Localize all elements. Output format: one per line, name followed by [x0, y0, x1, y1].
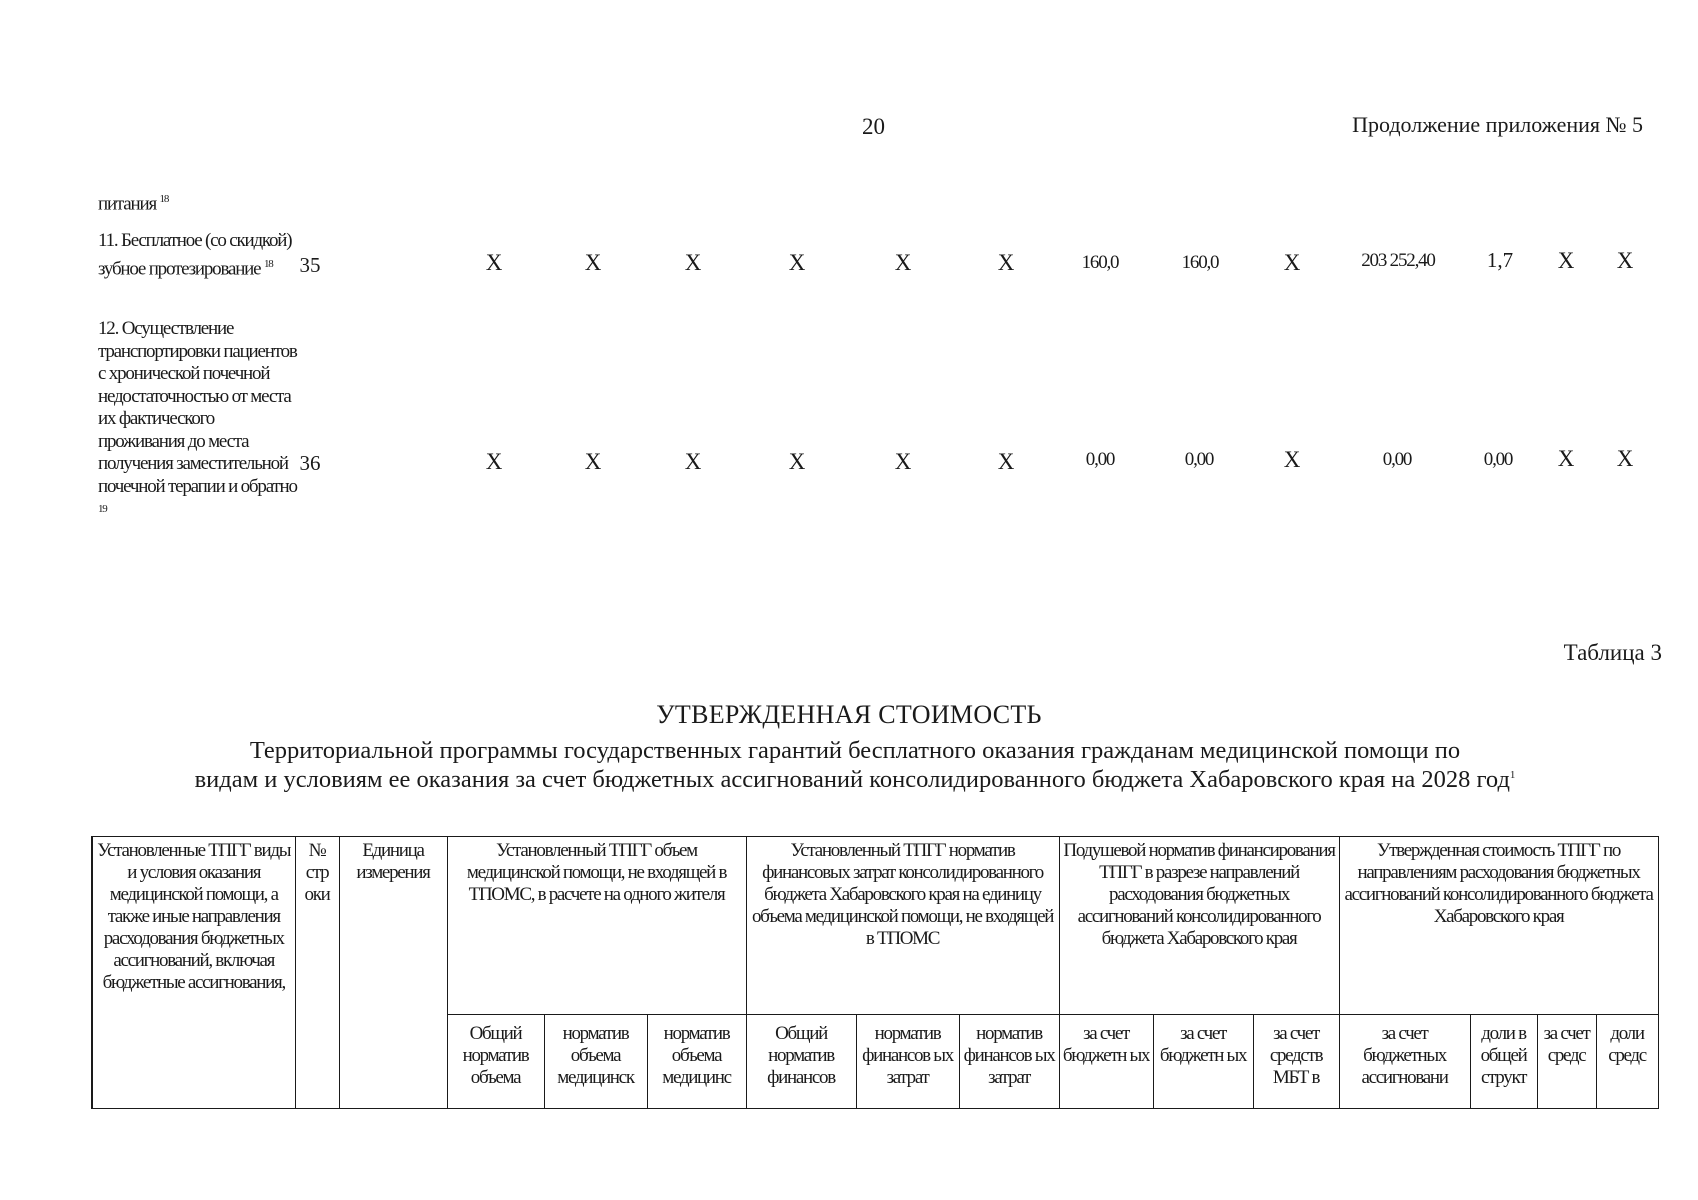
cell: Х	[1283, 250, 1301, 275]
cell: Х	[1557, 446, 1575, 471]
sub-header	[959, 1015, 1059, 1109]
sub-header-text: норматив объема медицинс	[662, 1023, 731, 1088]
row-number-35: 35	[299, 253, 321, 277]
cell: Х	[485, 250, 503, 275]
sub-header-text: доли в общей структ	[1480, 1023, 1527, 1088]
cell: Х	[584, 250, 602, 275]
cell: Х	[1616, 446, 1634, 471]
row-name-35	[98, 230, 303, 280]
cell: 160,0	[1081, 252, 1119, 273]
subtitle-line-2	[90, 763, 1620, 792]
table-label: Таблица 3	[1563, 640, 1662, 665]
col-group-volume: Установленный ТПГГ объем медицинской помощи, не входящей в ТПОМС, в расчете на одного жителя	[447, 837, 746, 1015]
sub-header-text: за счет бюджетных ассигновани	[1361, 1023, 1448, 1088]
sub-header	[1153, 1015, 1253, 1109]
cell: 0,00	[1184, 449, 1214, 470]
document-title: УТВЕРЖДЕННАЯ СТОИМОСТЬ	[656, 700, 1042, 729]
cell: Х	[1557, 248, 1575, 273]
cell: Х	[485, 449, 503, 474]
cell: Х	[584, 449, 602, 474]
sub-header-text: доли средс	[1608, 1023, 1646, 1066]
cell: Х	[788, 449, 806, 474]
sub-header	[1253, 1015, 1339, 1109]
cell: Х	[894, 449, 912, 474]
col-header-row-number: № стр оки	[295, 837, 339, 1109]
cell: 0,00	[1382, 449, 1412, 470]
sub-header	[1537, 1015, 1596, 1109]
sub-header-text: за счет средств МБТ в	[1269, 1023, 1323, 1088]
fragment-footnote: 18	[159, 193, 169, 205]
sub-header-text: за счет бюджетн ых	[1159, 1023, 1247, 1066]
col-group-norm: Установленный ТПГГ норматив финансовых затрат консолидированного бюджета Хабаровского края на единицу объема медицинской помощи, не входящей в ТПОМС	[746, 837, 1059, 1015]
subtitle-footnote: 1	[1509, 769, 1516, 781]
sub-header-text: за счет средс	[1543, 1023, 1590, 1066]
row-number-36: 36	[299, 451, 321, 475]
col-header-unit: Единица измерения	[339, 837, 447, 1109]
sub-header	[447, 1015, 544, 1109]
sub-header-text: Общий норматив объема	[462, 1023, 529, 1088]
appendix-continuation: Продолжение приложения № 5	[1352, 112, 1643, 137]
cell: Х	[788, 250, 806, 275]
row-name-text: 11. Бесплатное (со скидкой) зубное протезирование	[98, 230, 292, 279]
fragment-text: питания	[98, 193, 156, 215]
sub-header	[746, 1015, 856, 1109]
sub-header-text: норматив объема медицинск	[557, 1023, 634, 1088]
cell: Х	[1616, 248, 1634, 273]
sub-header	[1596, 1015, 1658, 1109]
cell: 160,0	[1181, 252, 1219, 273]
sub-header	[544, 1015, 647, 1109]
col-group-percapita: Подушевой норматив финансирования ТПГГ в разрезе направлений расходования бюджетных ассигнований консолидированного бюджета Хабаровского края	[1059, 837, 1339, 1015]
cell: Х	[1283, 447, 1301, 472]
row-footnote: 19	[98, 503, 107, 515]
prev-row-fragment	[98, 188, 303, 216]
sub-header	[1059, 1015, 1153, 1109]
sub-header-text: за счет бюджетн ых	[1062, 1023, 1150, 1066]
cell: 203 252,40	[1361, 250, 1435, 271]
cell: Х	[997, 449, 1015, 474]
document-subtitle	[90, 739, 1620, 792]
page-number: 20	[862, 114, 885, 139]
cell: Х	[684, 449, 702, 474]
row-footnote: 18	[263, 257, 273, 270]
cell: 1,7	[1486, 248, 1514, 272]
cell: Х	[997, 250, 1015, 275]
col-header-types: Установленные ТПГГ виды и условия оказания медицинской помощи, а также иные направления расходования бюджетных ассигнований, включая бюджетные ассигнования,	[92, 837, 295, 1109]
col-group-cost: Утвержденная стоимость ТПГГ по направлениям расходования бюджетных ассигнований консолидированного бюджета Хабаровского края	[1339, 837, 1658, 1015]
cell: Х	[894, 250, 912, 275]
sub-header-text: норматив финансов ых затрат	[963, 1023, 1055, 1088]
cell: 0,00	[1085, 449, 1115, 470]
sub-header	[647, 1015, 746, 1109]
subtitle-line-2-text: видам и условиям ее оказания за счет бюджетных ассигнований консолидированного бюджета Хабаровского края на 2028 год	[194, 766, 1510, 794]
subtitle-line-1: Территориальной программы государственных гарантий бесплатного оказания гражданам медицинской помощи по	[249, 737, 1461, 764]
sub-header	[1470, 1015, 1537, 1109]
sub-header-text: норматив финансов ых затрат	[862, 1023, 953, 1088]
sub-header-text: Общий норматив финансов	[767, 1023, 835, 1088]
sub-header	[1339, 1015, 1470, 1109]
row-name-text: 12. Осуществление транспортировки пациентов с хронической почечной недостаточностью от места их фактического проживания до места получения заместительной почечной терапии и обратно	[98, 318, 297, 497]
cell: 0,00	[1483, 449, 1513, 470]
table3-header	[91, 836, 1659, 1109]
row-name-36	[98, 318, 303, 526]
sub-header	[856, 1015, 959, 1109]
cell: Х	[684, 250, 702, 275]
